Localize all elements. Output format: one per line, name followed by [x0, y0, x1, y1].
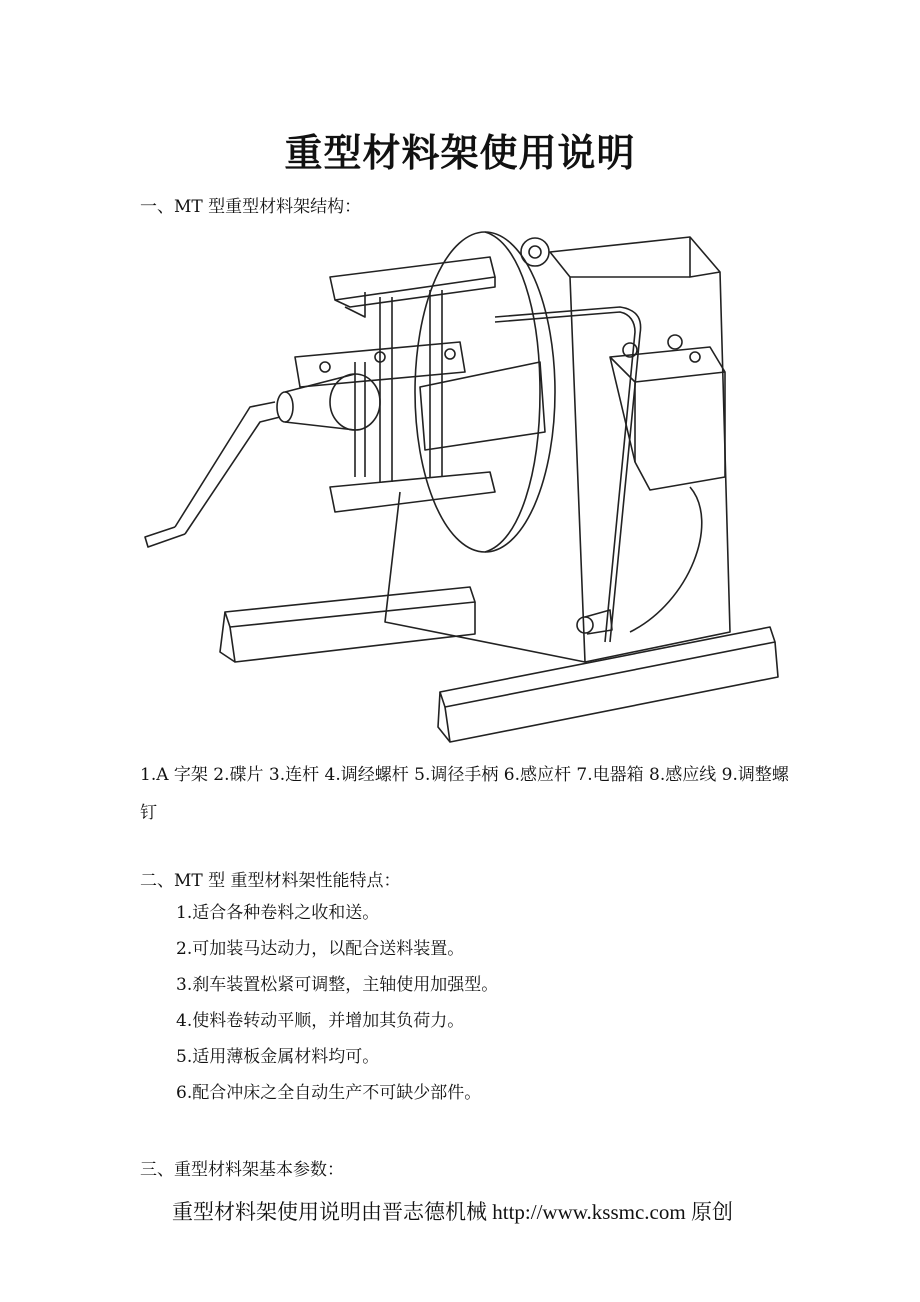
list-item: 1.适合各种卷料之收和送。: [176, 903, 380, 923]
section-heading-parameters: 三、重型材料架基本参数：: [140, 1160, 344, 1180]
section-heading-structure: 一、MT 型重型材料架结构：: [140, 197, 362, 217]
list-item: 4.使料卷转动平顺，并增加其负荷力。: [176, 1011, 465, 1031]
list-item: 2.可加装马达动力，以配合送料装置。: [176, 939, 465, 959]
document-title: 重型材料架使用说明: [284, 131, 636, 175]
machine-diagram: [130, 222, 790, 747]
list-item: 5.适用薄板金属材料均可。: [176, 1047, 380, 1067]
list-item: 6.配合冲床之全自动生产不可缺少部件。: [176, 1083, 482, 1103]
feature-list: [176, 900, 498, 1116]
list-item: 3.刹车装置松紧可调整，主轴使用加强型。: [176, 975, 499, 995]
section-heading-features: 二、MT 型 重型材料架性能特点：: [140, 871, 401, 891]
parts-list: 1.A 字架 2.碟片 3.连杆 4.调经螺杆 5.调径手柄 6.感应杆 7.电器箱 8.感应线 9.调整螺钉: [140, 765, 789, 823]
footer-source: 重型材料架使用说明由晋志德机械 http://www.kssmc.com 原创: [172, 1200, 733, 1224]
